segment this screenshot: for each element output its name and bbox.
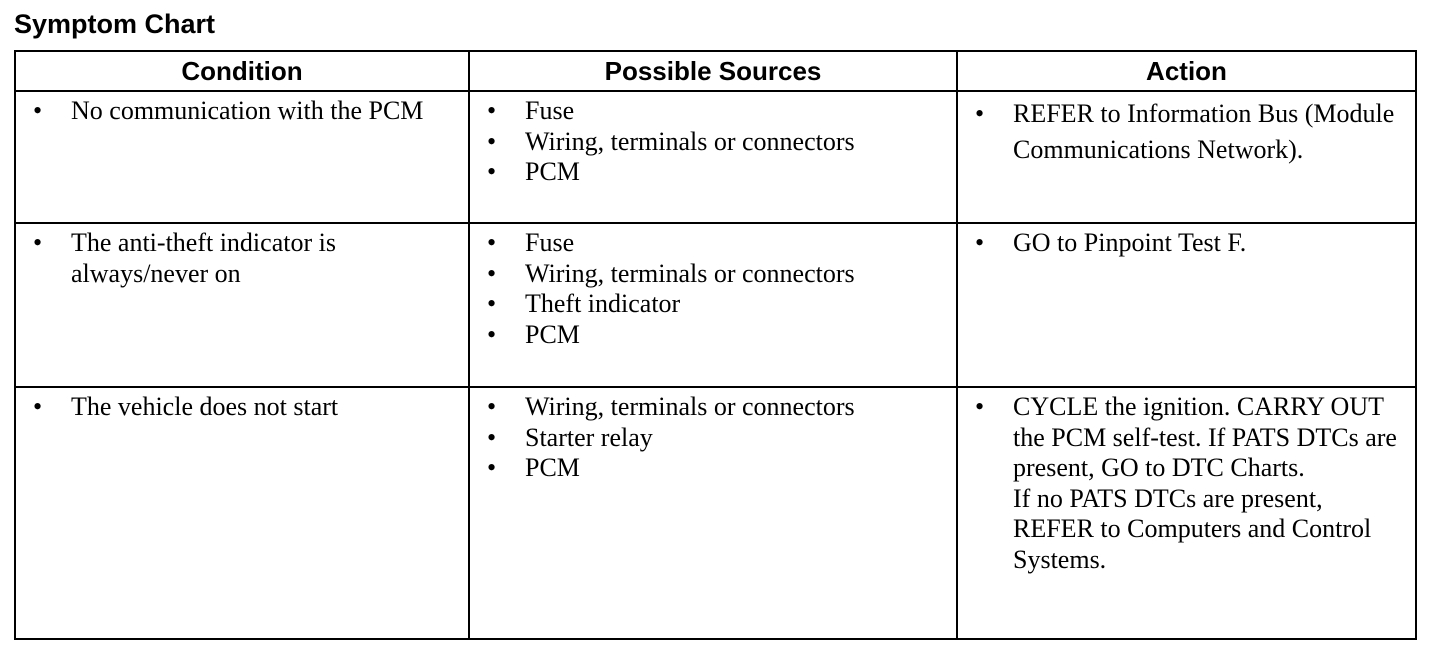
condition-cell: [15, 387, 469, 639]
source-item: • PCM: [480, 157, 946, 188]
action-cell: [957, 91, 1416, 223]
sources-list: [480, 392, 946, 484]
condition-list: [26, 392, 458, 423]
action-cell: [957, 223, 1416, 387]
action-list: [968, 392, 1405, 575]
source-item: • Wiring, terminals or connectors: [480, 259, 946, 290]
header-action: Action: [957, 51, 1416, 91]
source-item: • Fuse: [480, 228, 946, 259]
action-item: • REFER to Information Bus (Module Communications Network).: [968, 96, 1405, 168]
action-paragraph: If no PATS DTCs are present, REFER to Computers and Control Systems.: [1013, 483, 1372, 574]
action-list: [968, 228, 1405, 259]
source-item: • PCM: [480, 320, 946, 351]
condition-item: • No communication with the PCM: [26, 96, 458, 127]
source-item: • Wiring, terminals or connectors: [480, 392, 946, 423]
condition-item: • The vehicle does not start: [26, 392, 458, 423]
source-item: • Wiring, terminals or connectors: [480, 127, 946, 158]
source-item: • Theft indicator: [480, 289, 946, 320]
action-paragraph: • CYCLE the ignition. CARRY OUT the PCM self-test. If PATS DTCs are present, GO to DTC Charts.: [1013, 392, 1397, 482]
action-item: [968, 392, 1405, 575]
source-item: • Starter relay: [480, 423, 946, 454]
page-title: Symptom Chart: [14, 9, 216, 39]
header-condition: Condition: [15, 51, 469, 91]
condition-cell: [15, 91, 469, 223]
header-possible-sources: Possible Sources: [469, 51, 957, 91]
sources-list: [480, 228, 946, 350]
table-row: [15, 91, 1416, 223]
symptom-chart-table: [14, 50, 1417, 640]
action-item: • GO to Pinpoint Test F.: [968, 228, 1405, 259]
source-item: • PCM: [480, 453, 946, 484]
sources-cell: [469, 91, 957, 223]
action-cell: [957, 387, 1416, 639]
condition-item: • The anti-theft indicator is always/never on: [26, 228, 458, 289]
source-item: • Fuse: [480, 96, 946, 127]
sources-cell: [469, 387, 957, 639]
table-header-row: [15, 51, 1416, 91]
action-list: [968, 96, 1405, 168]
table-row: [15, 387, 1416, 639]
condition-cell: [15, 223, 469, 387]
sources-list: [480, 96, 946, 188]
condition-list: [26, 228, 458, 289]
condition-list: [26, 96, 458, 127]
table-row: [15, 223, 1416, 387]
sources-cell: [469, 223, 957, 387]
